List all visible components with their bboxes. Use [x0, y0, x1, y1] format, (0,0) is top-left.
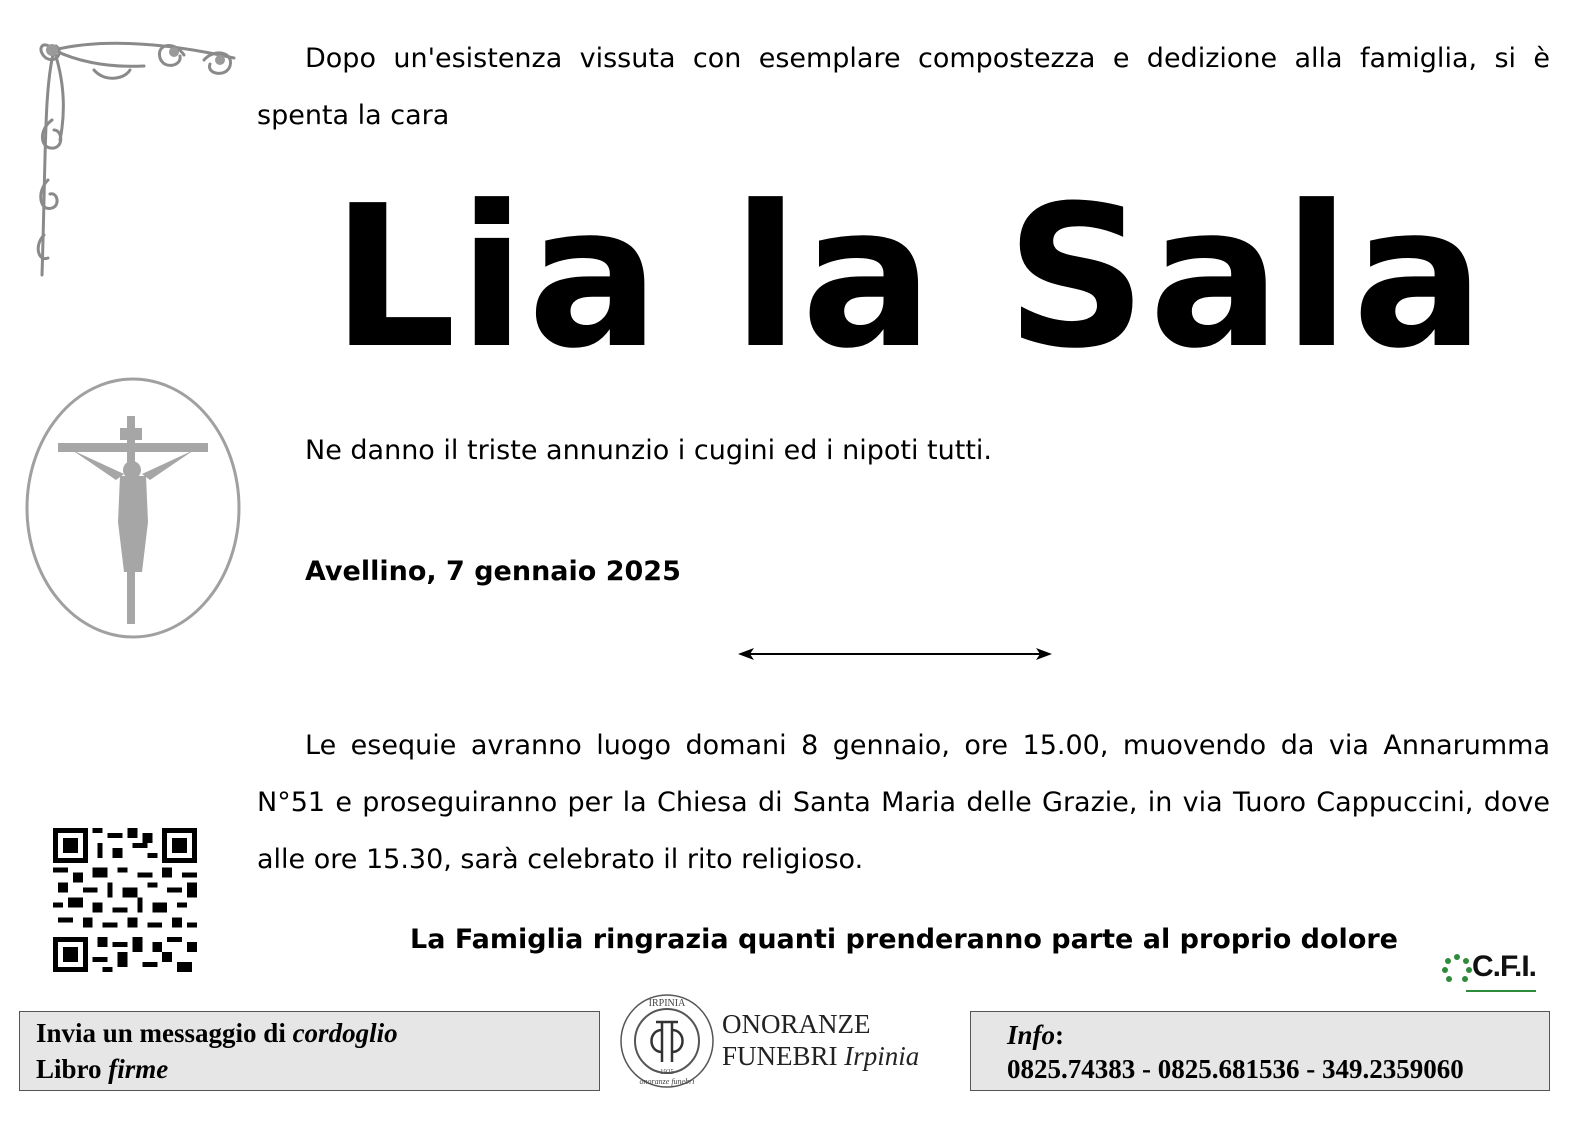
info-phone-numbers[interactable]: 0825.74383 - 0825.681536 - 349.2359060: [1007, 1054, 1464, 1084]
intro-paragraph: Dopo un'esistenza vissuta con esemplare compostezza e dedizione alla famiglia, si è spenta la cara: [257, 43, 1550, 131]
place-date: Avellino, 7 gennaio 2025: [305, 556, 681, 587]
cfi-logo-icon: [1442, 950, 1542, 994]
announcement-text: Ne danno il triste annunzio i cugini ed i nipoti tutti.: [305, 435, 992, 466]
cfi-logo-text: C.F.I.: [1472, 950, 1537, 983]
info-box: [970, 1011, 1550, 1091]
crucifix-icon: [24, 376, 242, 640]
funeral-home-logo: [618, 992, 968, 1092]
thanks-text: La Famiglia ringrazia quanti prenderanno parte al proprio dolore: [410, 924, 1398, 955]
double-arrow-icon: [736, 644, 1054, 664]
guestbook-link[interactable]: Libro firme: [36, 1054, 169, 1084]
svg-text:1925: 1925: [660, 1068, 674, 1076]
info-label: Info:: [1007, 1020, 1065, 1050]
funeral-home-name-line2: FUNEBRI Irpinia: [722, 1041, 920, 1071]
condolence-message-box[interactable]: [19, 1011, 600, 1091]
funeral-home-name-line1: ONORANZE: [722, 1009, 871, 1039]
svg-text:IRPINIA: IRPINIA: [648, 998, 686, 1009]
deceased-name: Lia la Sala: [331, 164, 1487, 392]
send-condolence-link[interactable]: Invia un messaggio di cordoglio: [36, 1018, 398, 1048]
svg-text:onoranze funebri: onoranze funebri: [639, 1077, 695, 1086]
funeral-details: Le esequie avranno luogo domani 8 gennaio, ore 15.00, muovendo da via Annarumma N°51 e proseguiranno per la Chiesa di Santa Maria delle Grazie, in via Tuoro Cappuccini, dove alle ore 15.30, sarà celebrato il rito religioso.: [257, 730, 1550, 875]
funeral-home-seal-icon: [618, 992, 716, 1090]
